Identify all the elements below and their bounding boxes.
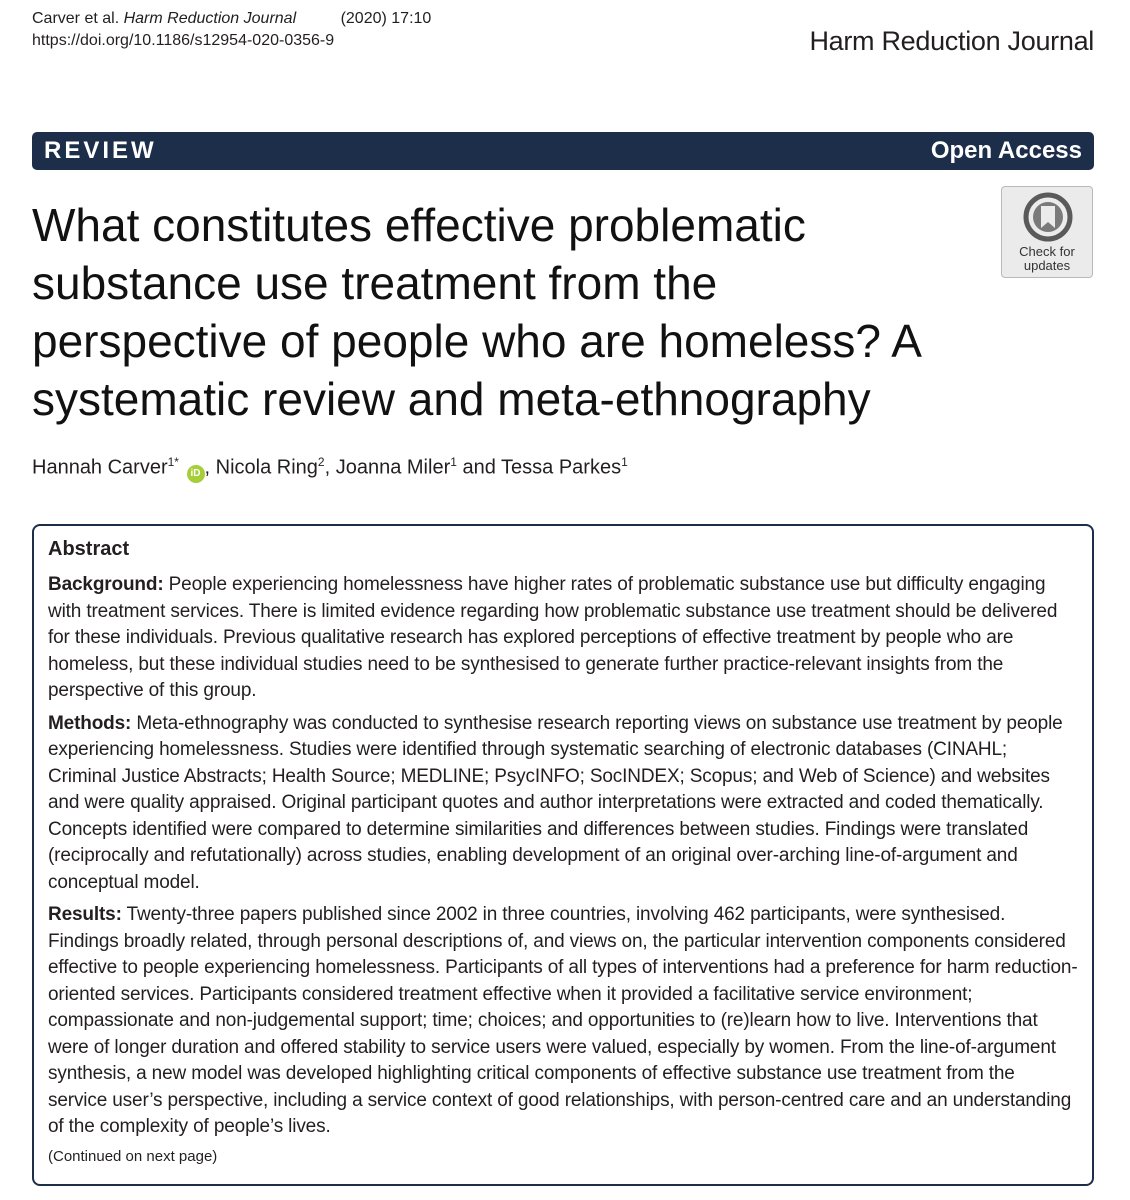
author-name[interactable]: and Tessa Parkes [456, 456, 622, 479]
abstract-heading: Abstract [48, 538, 130, 560]
citation-journal: Harm Reduction Journal [123, 10, 297, 27]
results-label: Results: [48, 904, 122, 925]
title-line: perspective of people who are homeless? A [32, 315, 922, 367]
open-access-label: Open Access [930, 137, 1082, 164]
citation-authors: Carver et al. [32, 10, 120, 27]
journal-name: Harm Reduction Journal [809, 26, 1094, 56]
check-updates-line2: updates [1023, 258, 1071, 273]
citation-block [32, 8, 431, 52]
article-type: REVIEW [44, 137, 157, 164]
results-text: Twenty-three papers published since 2002 in three countries, involving 462 participants, were synthesised. Findings broadly related, through personal descriptions of, and views on, the particular intervention components considered effective to people experiencing homelessness. Participants of all types of interventions had a preference for harm reduction-oriented services. Participants considered treatment effective when it provided a facilitative service environment; compassionate and non-judgemental support; time; choices; and opportunities to (re)learn how to live. Interventions that were of longer duration and offered stability to service users were valued, especially by women. From the line-of-argument synthesis, a new model was developed highlighting critical components of effective substance use treatment from the service user’s perspective, including a service context of good relationships, with person-centred care and an understanding of the complexity of people’s lives. [48, 904, 1078, 1137]
citation-volume: (2020) 17:10 [340, 10, 432, 27]
author-affiliation: 2 [317, 455, 325, 469]
methods-label: Methods: [48, 712, 132, 734]
author-name[interactable]: Hannah Carver [32, 456, 168, 479]
continued-note: (Continued on next page) [48, 1147, 218, 1165]
article-banner [32, 132, 1094, 170]
author-list [32, 448, 628, 483]
title-line: substance use treatment from the [32, 257, 718, 309]
author-affiliation: 1 [621, 455, 628, 469]
abstract-results [48, 902, 1078, 1141]
background-label: Background: [48, 574, 164, 595]
citation-line [32, 8, 431, 30]
author-affiliation: 1 [450, 455, 457, 469]
abstract-box [32, 524, 1094, 1186]
article-title [32, 196, 982, 428]
title-line: systematic review and meta-ethnography [32, 373, 871, 425]
doi-link[interactable]: https://doi.org/10.1186/s12954-020-0356-9 [32, 32, 335, 49]
author-name[interactable]: , Nicola Ring [204, 456, 318, 479]
orcid-icon[interactable]: iD [187, 465, 205, 483]
check-updates-line1: Check for [1019, 244, 1075, 259]
check-updates-icon [1019, 192, 1077, 244]
check-for-updates-button[interactable] [1001, 186, 1093, 278]
author-affiliation: 1* [167, 455, 179, 469]
abstract-methods [48, 711, 1078, 897]
background-text: People experiencing homelessness have higher rates of problematic substance use but difficulty engaging with treatment services. There is limited evidence regarding how problematic substance use treatment should be delivered for these individuals. Previous qualitative research has explored perceptions of effective treatment by people who are homeless, but these individual studies need to be synthesised to generate further practice-relevant insights from the perspective of this group. [48, 574, 1058, 701]
abstract-background [48, 572, 1078, 705]
author-name[interactable]: , Joanna Miler [324, 456, 451, 479]
methods-text: Meta-ethnography was conducted to synthesise research reporting views on substance use treatment by people experiencing homelessness. Studies were identified through systematic searching of electronic databases (CINAHL; Criminal Justice Abstracts; Health Source; MEDLINE; PsycINFO; SocINDEX; Scopus; and Web of Science) and websites and were quality appraised. Original participant quotes and author interpretations were extracted and coded thematically. Concepts identified were compared to determine similarities and differences between studies. Findings were translated (reciprocally and refutationally) across studies, enabling development of an original over-arching line-of-argument and conceptual model. [48, 712, 1063, 893]
title-line: What constitutes effective problematic [32, 199, 806, 251]
